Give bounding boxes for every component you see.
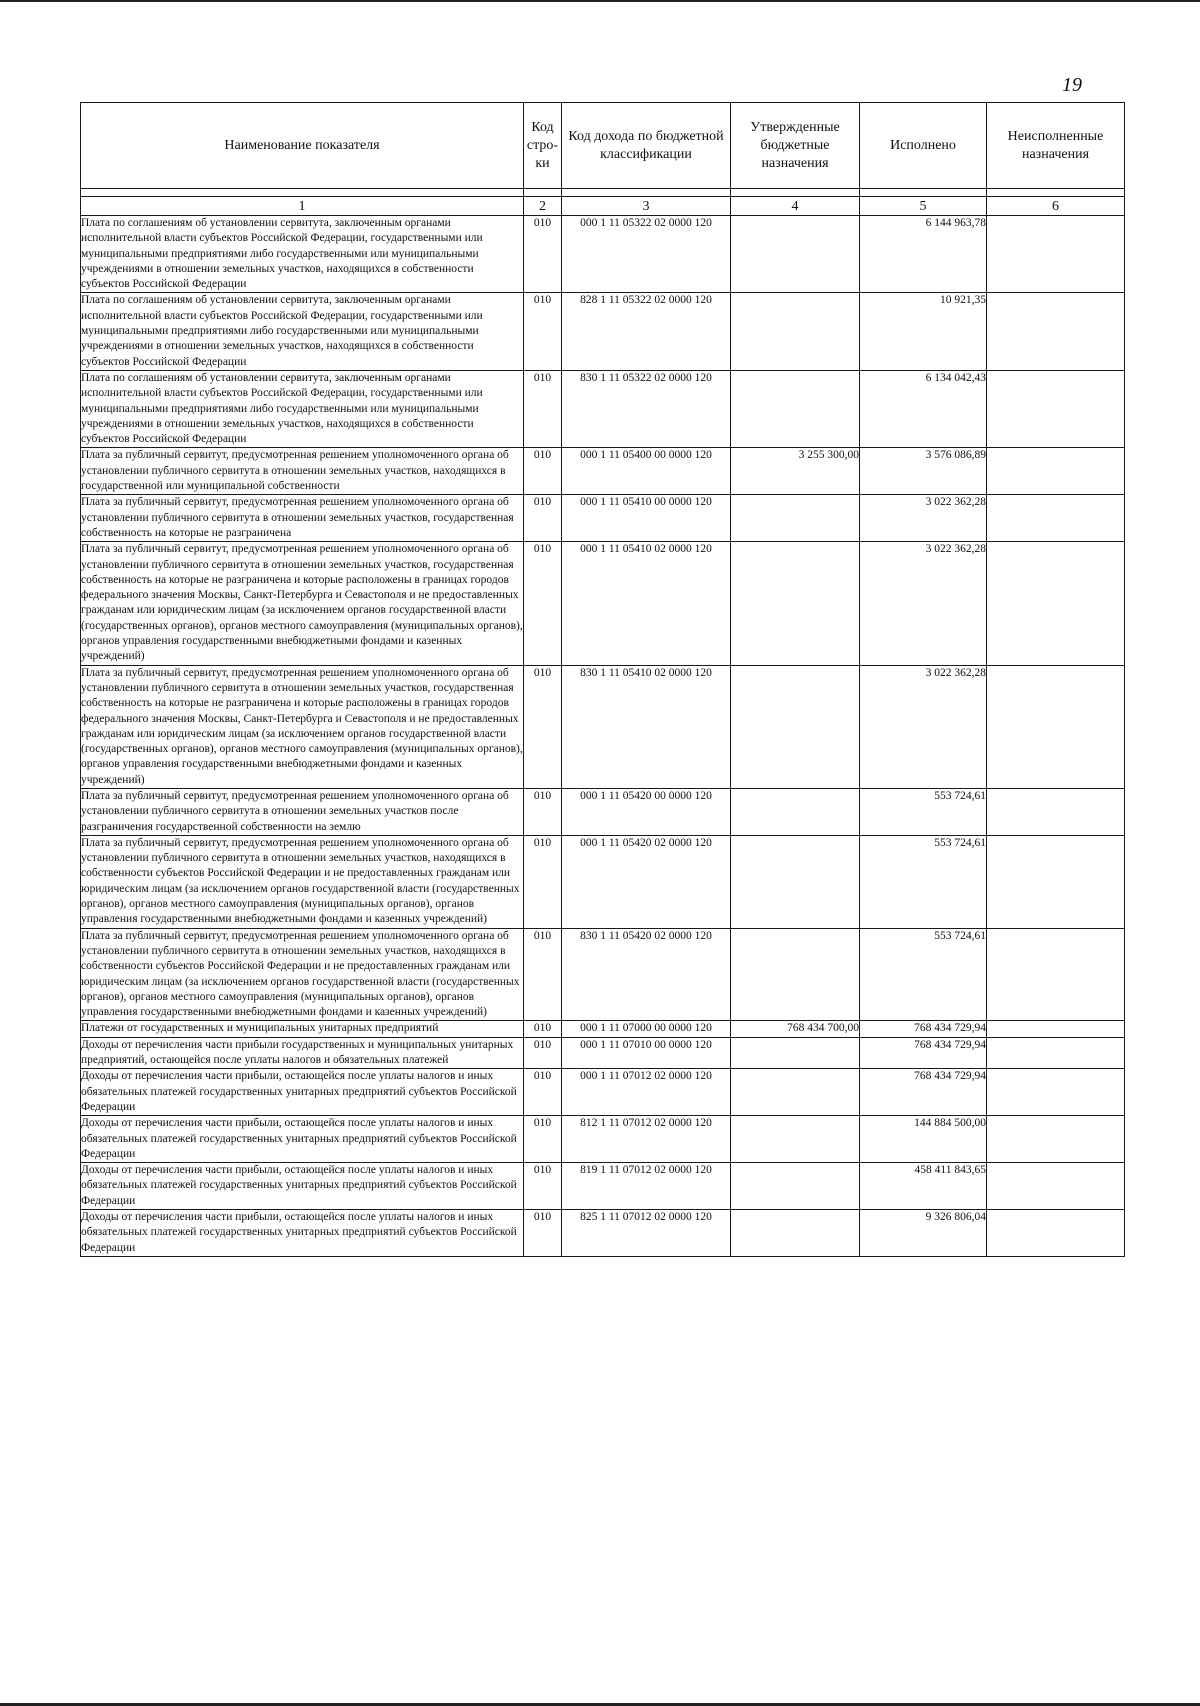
column-number: 3 [562, 197, 731, 216]
executed-value: 553 724,61 [860, 928, 987, 1021]
unexecuted-value [987, 448, 1125, 495]
approved-value: 3 255 300,00 [731, 448, 860, 495]
income-code: 828 1 11 05322 02 0000 120 [562, 293, 731, 370]
line-code: 010 [524, 293, 562, 370]
executed-value: 768 434 729,94 [860, 1021, 987, 1037]
page-number: 19 [1062, 74, 1082, 96]
line-code: 010 [524, 665, 562, 788]
approved-value [731, 1069, 860, 1116]
table-row [81, 1037, 1125, 1069]
unexecuted-value [987, 1163, 1125, 1210]
table-header-row [81, 103, 1125, 189]
approved-value [731, 216, 860, 293]
column-number: 4 [731, 197, 860, 216]
indicator-name: Плата за публичный сервитут, предусмотренная решением уполномоченного органа об установлении публичного сервитута в отношении земельных участков, государственная собственность на которые не разграничена [81, 495, 524, 542]
income-code: 000 1 11 07000 00 0000 120 [562, 1021, 731, 1037]
table-row [81, 495, 1125, 542]
header-approved: Утвержденные бюджетные назначения [731, 103, 860, 189]
approved-value [731, 928, 860, 1021]
executed-value: 3 022 362,28 [860, 542, 987, 665]
indicator-name: Плата за публичный сервитут, предусмотренная решением уполномоченного органа об установлении публичного сервитута в отношении земельных участков, государственная собственность на которые не разграничена и которые расположены в границах городов федерального значения Москвы, Санкт-Петербурга и Севастополя и не предоставленных гражданам или юридическим лицам (за исключением органов государственной власти (государственных органов), органов местного самоуправления (муниципальных органов), органов управления государственными внебюджетными фондами и казенных учреждений) [81, 542, 524, 665]
table-row [81, 1163, 1125, 1210]
table-row [81, 293, 1125, 370]
executed-value: 9 326 806,04 [860, 1210, 987, 1257]
line-code: 010 [524, 1163, 562, 1210]
line-code: 010 [524, 1069, 562, 1116]
indicator-name: Плата за публичный сервитут, предусмотренная решением уполномоченного органа об установлении публичного сервитута в отношении земельных участков после разграничения государственной собственности на землю [81, 788, 524, 835]
line-code: 010 [524, 370, 562, 447]
executed-value: 144 884 500,00 [860, 1116, 987, 1163]
line-code: 010 [524, 495, 562, 542]
approved-value [731, 665, 860, 788]
income-code: 000 1 11 05420 02 0000 120 [562, 835, 731, 928]
executed-value: 3 576 086,89 [860, 448, 987, 495]
executed-value: 3 022 362,28 [860, 665, 987, 788]
approved-value [731, 788, 860, 835]
approved-value [731, 1210, 860, 1257]
indicator-name: Доходы от перечисления части прибыли, остающейся после уплаты налогов и иных обязательных платежей государственных унитарных предприятий субъектов Российской Федерации [81, 1163, 524, 1210]
line-code: 010 [524, 835, 562, 928]
indicator-name: Плата по соглашениям об установлении сервитута, заключенным органами исполнительной власти субъектов Российской Федерации, государственными или муниципальными предприятиями либо государственными или муниципальными учреждениями в отношении земельных участков, находящихся в собственности субъектов Российской Федерации [81, 293, 524, 370]
unexecuted-value [987, 1069, 1125, 1116]
unexecuted-value [987, 293, 1125, 370]
header-indicator-name: Наименование показателя [81, 103, 524, 189]
unexecuted-value [987, 665, 1125, 788]
approved-value: 768 434 700,00 [731, 1021, 860, 1037]
indicator-name: Плата за публичный сервитут, предусмотренная решением уполномоченного органа об установлении публичного сервитута в отношении земельных участков, государственная собственность на которые не разграничена и которые расположены в границах городов федерального значения Москвы, Санкт-Петербурга и Севастополя и не предоставленных гражданам или юридическим лицам (за исключением органов государственной власти (государственных органов), органов местного самоуправления (муниципальных органов), органов управления государственными внебюджетными фондами и казенных учреждений) [81, 665, 524, 788]
table-row [81, 665, 1125, 788]
income-code: 819 1 11 07012 02 0000 120 [562, 1163, 731, 1210]
unexecuted-value [987, 542, 1125, 665]
table-row [81, 542, 1125, 665]
approved-value [731, 1163, 860, 1210]
unexecuted-value [987, 495, 1125, 542]
table-row [81, 448, 1125, 495]
line-code: 010 [524, 1021, 562, 1037]
approved-value [731, 1116, 860, 1163]
income-code: 812 1 11 07012 02 0000 120 [562, 1116, 731, 1163]
approved-value [731, 542, 860, 665]
indicator-name: Доходы от перечисления части прибыли, остающейся после уплаты налогов и иных обязательных платежей государственных унитарных предприятий субъектов Российской Федерации [81, 1210, 524, 1257]
table-row [81, 835, 1125, 928]
approved-value [731, 1037, 860, 1069]
column-number-row [81, 197, 1125, 216]
executed-value: 458 411 843,65 [860, 1163, 987, 1210]
unexecuted-value [987, 928, 1125, 1021]
income-code: 000 1 11 05400 00 0000 120 [562, 448, 731, 495]
header-executed: Исполнено [860, 103, 987, 189]
indicator-name: Плата за публичный сервитут, предусмотренная решением уполномоченного органа об установлении публичного сервитута в отношении земельных участков, находящихся в государственной или муниципальной собственности [81, 448, 524, 495]
column-number: 5 [860, 197, 987, 216]
income-code: 000 1 11 05410 00 0000 120 [562, 495, 731, 542]
table-row [81, 1210, 1125, 1257]
income-code: 830 1 11 05410 02 0000 120 [562, 665, 731, 788]
income-code: 000 1 11 07010 00 0000 120 [562, 1037, 731, 1069]
table-row [81, 216, 1125, 293]
approved-value [731, 370, 860, 447]
table-row [81, 370, 1125, 447]
line-code: 010 [524, 928, 562, 1021]
unexecuted-value [987, 788, 1125, 835]
indicator-name: Плата за публичный сервитут, предусмотренная решением уполномоченного органа об установлении публичного сервитута в отношении земельных участков, находящихся в собственности субъектов Российской Федерации и не предоставленных гражданам или юридическим лицам (за исключением органов государственной власти (государственных органов), органов местного самоуправления (муниципальных органов), органов управления государственными внебюджетными фондами и казенных учреждений) [81, 835, 524, 928]
column-number: 6 [987, 197, 1125, 216]
header-unexecuted: Неисполненные назначения [987, 103, 1125, 189]
header-income-code: Код дохода по бюджетной классификации [562, 103, 731, 189]
indicator-name: Доходы от перечисления части прибыли, остающейся после уплаты налогов и иных обязательных платежей государственных унитарных предприятий субъектов Российской Федерации [81, 1069, 524, 1116]
unexecuted-value [987, 216, 1125, 293]
line-code: 010 [524, 1037, 562, 1069]
income-code: 000 1 11 07012 02 0000 120 [562, 1069, 731, 1116]
executed-value: 768 434 729,94 [860, 1069, 987, 1116]
indicator-name: Плата по соглашениям об установлении сервитута, заключенным органами исполнительной власти субъектов Российской Федерации, государственными или муниципальными предприятиями либо государственными или муниципальными учреждениями в отношении земельных участков, находящихся в собственности субъектов Российской Федерации [81, 216, 524, 293]
table-row [81, 1116, 1125, 1163]
indicator-name: Платежи от государственных и муниципальных унитарных предприятий [81, 1021, 524, 1037]
indicator-name: Доходы от перечисления части прибыли, остающейся после уплаты налогов и иных обязательных платежей государственных унитарных предприятий субъектов Российской Федерации [81, 1116, 524, 1163]
executed-value: 3 022 362,28 [860, 495, 987, 542]
table-body [81, 216, 1125, 1257]
budget-income-table [80, 102, 1125, 1257]
top-border-line [0, 0, 1200, 2]
executed-value: 768 434 729,94 [860, 1037, 987, 1069]
executed-value: 553 724,61 [860, 835, 987, 928]
unexecuted-value [987, 370, 1125, 447]
table-row [81, 1069, 1125, 1116]
executed-value: 6 144 963,78 [860, 216, 987, 293]
indicator-name: Доходы от перечисления части прибыли государственных и муниципальных унитарных предприятий, остающейся после уплаты налогов и обязательных платежей [81, 1037, 524, 1069]
table-row [81, 1021, 1125, 1037]
income-code: 830 1 11 05420 02 0000 120 [562, 928, 731, 1021]
line-code: 010 [524, 788, 562, 835]
line-code: 010 [524, 542, 562, 665]
unexecuted-value [987, 835, 1125, 928]
income-code: 000 1 11 05420 00 0000 120 [562, 788, 731, 835]
income-code: 825 1 11 07012 02 0000 120 [562, 1210, 731, 1257]
header-spacer-row [81, 189, 1125, 197]
approved-value [731, 293, 860, 370]
column-number: 2 [524, 197, 562, 216]
executed-value: 553 724,61 [860, 788, 987, 835]
unexecuted-value [987, 1116, 1125, 1163]
unexecuted-value [987, 1037, 1125, 1069]
executed-value: 6 134 042,43 [860, 370, 987, 447]
indicator-name: Плата за публичный сервитут, предусмотренная решением уполномоченного органа об установлении публичного сервитута в отношении земельных участков, находящихся в собственности субъектов Российской Федерации и не предоставленных гражданам или юридическим лицам (за исключением органов государственной власти (государственных органов), органов местного самоуправления (муниципальных органов), органов управления государственными внебюджетными фондами и казенных учреждений) [81, 928, 524, 1021]
executed-value: 10 921,35 [860, 293, 987, 370]
income-code: 000 1 11 05322 02 0000 120 [562, 216, 731, 293]
approved-value [731, 835, 860, 928]
header-line-code: Код стро-ки [524, 103, 562, 189]
unexecuted-value [987, 1021, 1125, 1037]
line-code: 010 [524, 216, 562, 293]
indicator-name: Плата по соглашениям об установлении сервитута, заключенным органами исполнительной власти субъектов Российской Федерации, государственными или муниципальными предприятиями либо государственными или муниципальными учреждениями в отношении земельных участков, находящихся в собственности субъектов Российской Федерации [81, 370, 524, 447]
approved-value [731, 495, 860, 542]
line-code: 010 [524, 1116, 562, 1163]
line-code: 010 [524, 448, 562, 495]
table-row [81, 788, 1125, 835]
income-code: 830 1 11 05322 02 0000 120 [562, 370, 731, 447]
unexecuted-value [987, 1210, 1125, 1257]
column-number: 1 [81, 197, 524, 216]
table-row [81, 928, 1125, 1021]
income-code: 000 1 11 05410 02 0000 120 [562, 542, 731, 665]
line-code: 010 [524, 1210, 562, 1257]
